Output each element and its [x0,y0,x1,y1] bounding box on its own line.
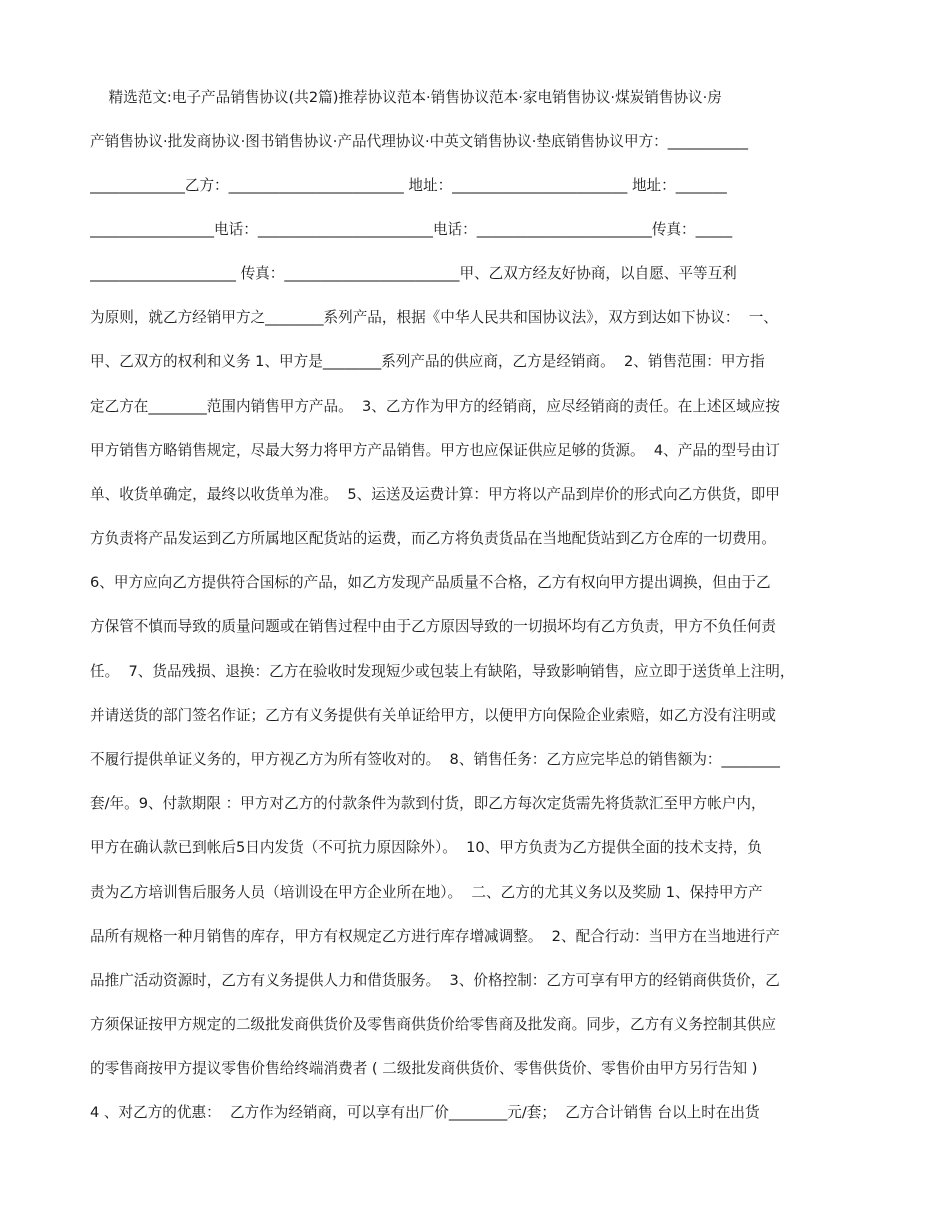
text-line: 品推广活动资源时，乙方有义务提供人力和借货服务。 3、价格控制：乙方可享有甲方的经销商供货价，乙 [90,972,780,989]
text-line: 的零售商按甲方提议零售价售给终端消费者 ( 二级批发商供货价、零售供货价、零售价由甲方另行告知 ) [90,1060,758,1077]
text-line: 并请送货的部门签名作证；乙方有义务提供有关单证给甲方，以便甲方向保险企业索赔，如乙方没有注明或 [90,707,776,724]
text-line: 甲方在确认款已到帐后5日内发货（不可抗力原因除外）。 10、甲方负责为乙方提供全面的技术支持，负 [90,839,762,856]
text-line: 方保管不慎而导致的质量问题或在销售过程中由于乙方原因导致的一切损坏均有乙方负责，甲方不负任何责 [90,618,776,635]
text-line: 方须保证按甲方规定的二级批发商供货价及零售商供货价给零售商及批发商。同步，乙方有义务控制其供应 [90,1016,776,1033]
text-line: 甲、乙双方的权利和义务 1、甲方是________系列产品的供应商，乙方是经销商。 2、销售范围：甲方指 [90,353,765,370]
text-line: 方负责将产品发运到乙方所属地区配货站的运费，而乙方将负责货品在当地配货站到乙方仓库的一切费用。 [90,530,776,547]
text-line: _____________乙方：________________________ 地址：________________________ 地址：_______ [90,177,727,194]
text-line: 4 、对乙方的优惠： 乙方作为经销商，可以享有出厂价________元/套； 乙方合计销售 台以上时在出货 [90,1104,760,1121]
text-line: ____________________ 传真：________________________甲、乙双方经友好协商，以自愿、平等互利 [90,265,737,282]
text-line: 为原则，就乙方经销甲方之________系列产品，根据《中华人民共和国协议法》，双方到达如下协议： 一、 [90,309,778,326]
text-line: 不履行提供单证义务的，甲方视乙方为所有签收对的。 8、销售任务：乙方应完毕总的销售额为：________ [90,751,780,768]
text-line: 任。 7、货品残损、退换：乙方在验收时发现短少或包装上有缺陷，导致影响销售，应立即于送货单上注明， [90,663,795,680]
text-line: _________________电话：________________________电话：________________________传真：_____ [90,221,733,238]
text-line: 责为乙方培训售后服务人员（培训设在甲方企业所在地）。 二、乙方的尤其义务以及奖励 1、保持甲方产 [90,884,763,901]
text-line: 6、甲方应向乙方提供符合国标的产品，如乙方发现产品质量不合格，乙方有权向甲方提出调换，但由于乙 [90,574,771,591]
text-line: 甲方销售方略销售规定，尽最大努力将甲方产品销售。甲方也应保证供应足够的货源。 4、产品的型号由订 [90,442,780,459]
text-line: 套/年。9、付款期限 ：甲方对乙方的付款条件为款到付货，即乙方每次定货需先将货款汇至甲方帐户内， [90,795,766,812]
text-line: 产销售协议·批发商协议·图书销售协议·产品代理协议·中英文销售协议·垫底销售协议甲方：___________ [90,133,749,150]
text-line: 精选范文:电子产品销售协议(共2篇)推荐协议范本·销售协议范本·家电销售协议·煤炭销售协议·房 [90,89,722,106]
text-line: 定乙方在________范围内销售甲方产品。 3、乙方作为甲方的经销商，应尽经销商的责任。在上述区域应按 [90,398,780,415]
text-line: 品所有规格一种月销售的库存，甲方有权规定乙方进行库存增减调整。 2、配合行动：当甲方在当地进行产 [90,928,780,945]
text-line: 单、收货单确定，最终以收货单为准。 5、运送及运费计算：甲方将以产品到岸价的形式向乙方供货，即甲 [90,486,780,503]
